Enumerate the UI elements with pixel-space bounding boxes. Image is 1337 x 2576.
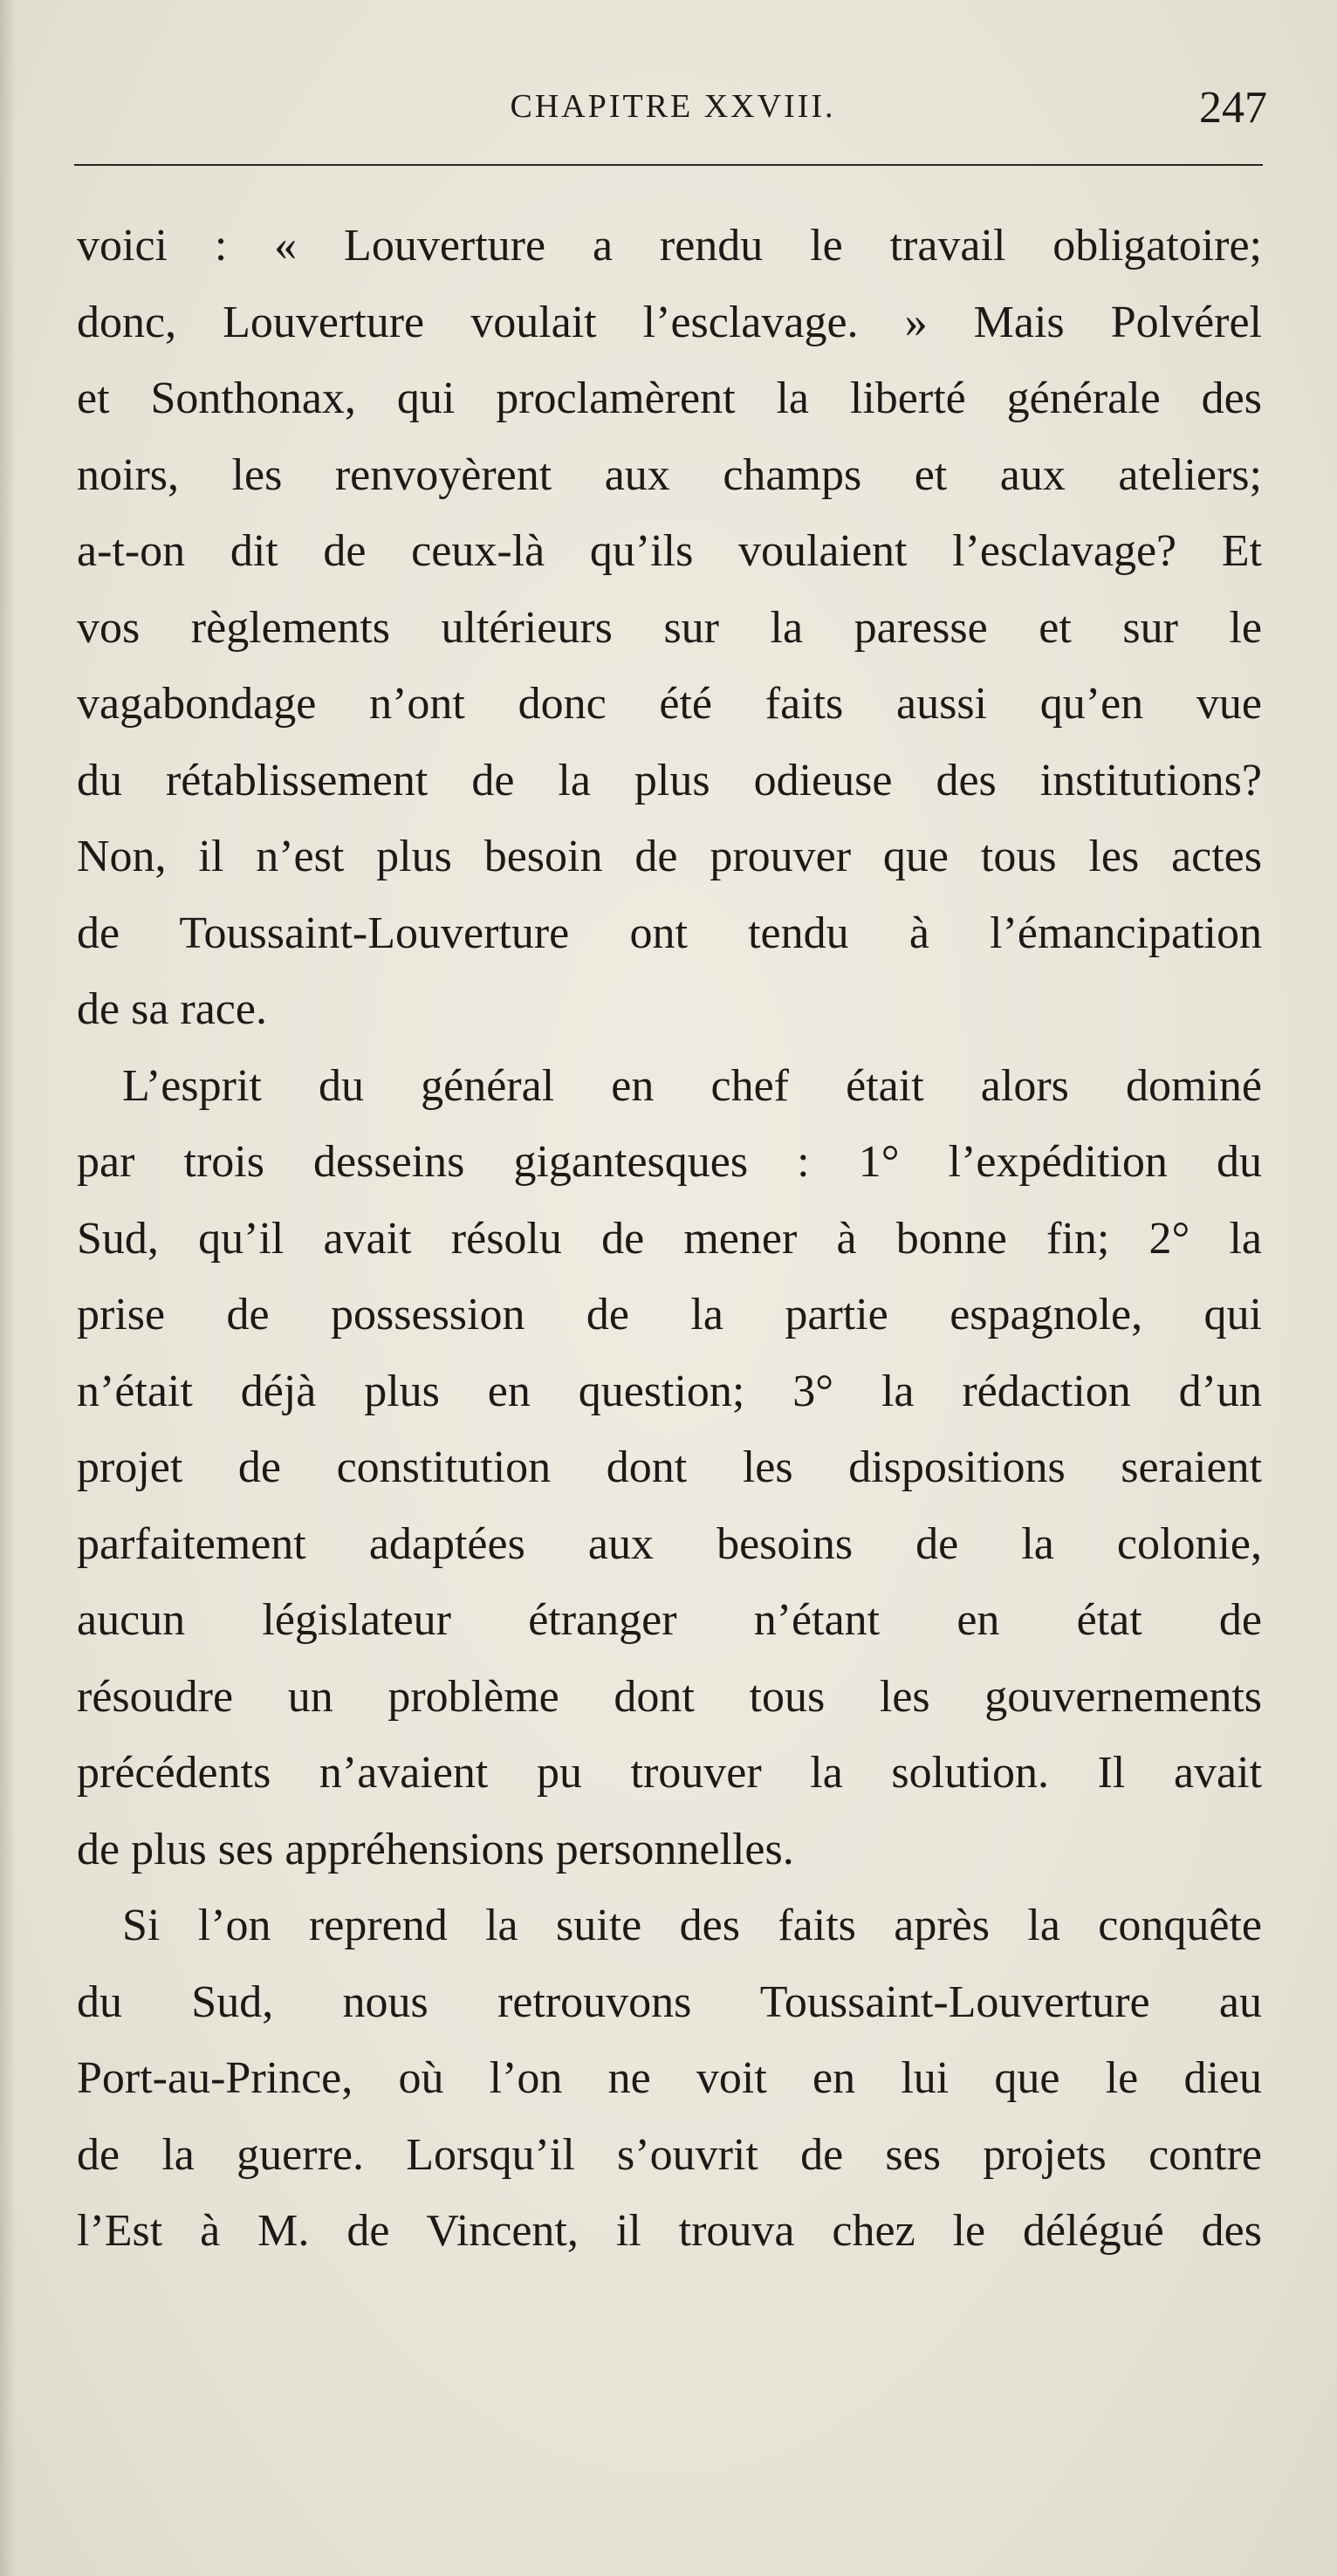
text-line: du rétablissement de la plus odieuse des institutions? — [77, 755, 1262, 805]
text-line: de plus ses appréhensions personnelles. — [77, 1824, 794, 1874]
text-line: aucun législateur étranger n’étant en état de — [77, 1595, 1262, 1645]
text-line: et Sonthonax, qui proclamèrent la liberté générale des — [77, 373, 1262, 423]
chapter-title: CHAPITRE XXVIII. — [510, 88, 836, 125]
text-line: vagabondage n’ont donc été faits aussi qu’en vue — [77, 679, 1262, 729]
text-line: n’était déjà plus en question; 3° la rédaction d’un — [77, 1366, 1262, 1416]
text-line: voici : « Louverture a rendu le travail obligatoire; — [77, 221, 1262, 271]
text-line: prise de possession de la partie espagnole, qui — [77, 1290, 1262, 1339]
text-line: vos règlements ultérieurs sur la paresse et sur le — [77, 602, 1262, 653]
text-line: projet de constitution dont les dispositions seraient — [77, 1442, 1262, 1492]
header-rule — [74, 164, 1263, 166]
spine-shadow — [0, 0, 16, 2576]
text-line: de Toussaint-Louverture ont tendu à l’émancipation — [77, 908, 1262, 958]
text-line: résoudre un problème dont tous les gouvernements — [77, 1671, 1262, 1722]
text-line: de la guerre. Lorsqu’il s’ouvrit de ses projets contre — [77, 2129, 1262, 2180]
text-line: noirs, les renvoyèrent aux champs et aux ateliers; — [77, 449, 1262, 500]
text-line: Sud, qu’il avait résolu de mener à bonne fin; 2° la — [77, 1213, 1262, 1264]
paragraph — [77, 1887, 1262, 2270]
text-line: de sa race. — [77, 984, 267, 1034]
text-line: L’esprit du général en chef était alors dominé — [122, 1060, 1262, 1111]
text-line: donc, Louverture voulait l’esclavage. » Mais Polvérel — [77, 297, 1262, 347]
text-line: Si l’on reprend la suite des faits après la conquête — [122, 1901, 1262, 1950]
running-head — [79, 83, 1267, 140]
text-line: Port-au-Prince, où l’on ne voit en lui que le dieu — [77, 2053, 1262, 2103]
text-line: précédents n’avaient pu trouver la solution. Il avait — [77, 1748, 1262, 1798]
paragraph — [77, 208, 1262, 1048]
paragraph — [77, 1048, 1262, 1888]
text-line: l’Est à M. de Vincent, il trouva chez le délégué des — [77, 2206, 1262, 2256]
text-line: parfaitement adaptées aux besoins de la colonie, — [77, 1518, 1262, 1569]
text-line: a-t-on dit de ceux-là qu’ils voulaient l’esclavage? Et — [77, 526, 1262, 576]
body-text — [77, 208, 1262, 2270]
text-line: par trois desseins gigantesques : 1° l’expédition du — [77, 1137, 1262, 1187]
text-line: du Sud, nous retrouvons Toussaint-Louverture au — [77, 1977, 1262, 2027]
page-number: 247 — [1199, 83, 1267, 133]
text-line: Non, il n’est plus besoin de prouver que tous les actes — [77, 832, 1262, 881]
